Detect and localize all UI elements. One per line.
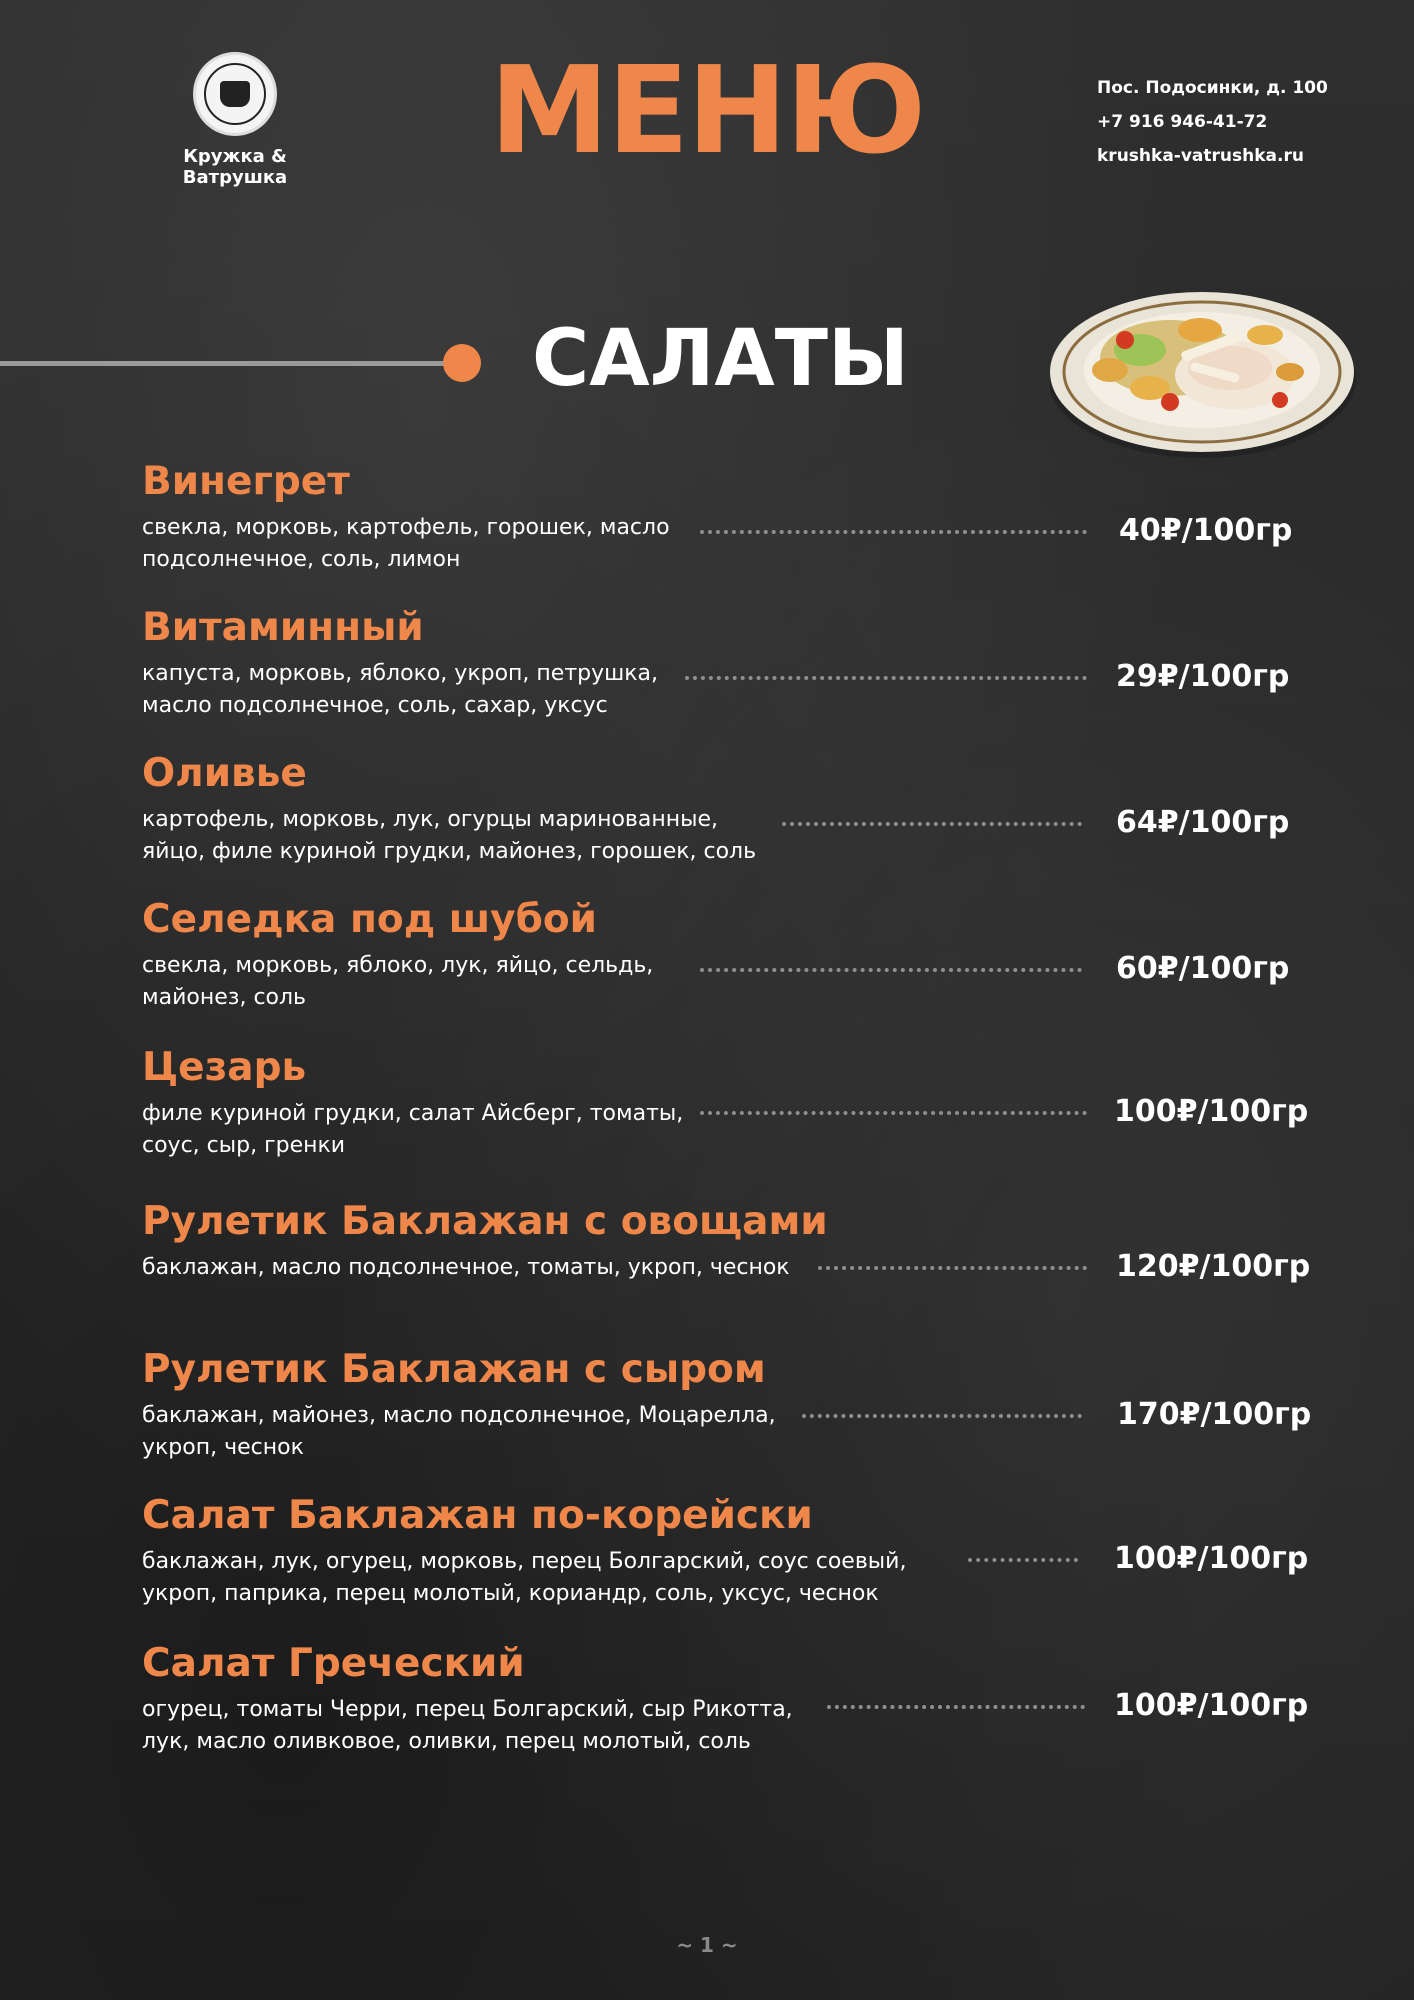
menu-item-name: Селедка под шубой: [142, 897, 597, 942]
menu-item-name: Винегрет: [142, 459, 350, 504]
section-divider-dot: [443, 344, 481, 382]
menu-item-description-line: филе куриной грудки, салат Айсберг, томаты,: [142, 1101, 684, 1126]
menu-item-price: 100₽/100гр: [1114, 1688, 1309, 1723]
menu-item-leader-dots: [700, 530, 1087, 534]
menu-item-price: 64₽/100гр: [1116, 805, 1290, 840]
menu-item-price: 40₽/100гр: [1119, 513, 1293, 548]
menu-item-leader-dots: [968, 1558, 1078, 1562]
menu-item-description-line: свекла, морковь, картофель, горошек, масло: [142, 515, 670, 540]
menu-item-description: [142, 658, 658, 722]
salad-plate-picture: [1050, 280, 1370, 460]
menu-item-description-line: укроп, паприка, перец молотый, кориандр, соль, уксус, чеснок: [142, 1581, 879, 1606]
page-number: ~ 1 ~: [676, 1933, 738, 1957]
menu-item-price: 100₽/100гр: [1114, 1094, 1309, 1129]
menu-item-description-line: соус, сыр, гренки: [142, 1133, 346, 1158]
menu-item: [142, 1641, 1322, 1764]
menu-item-description-line: масло подсолнечное, соль, сахар, уксус: [142, 693, 608, 718]
menu-item-description-line: укроп, чеснок: [142, 1435, 304, 1460]
menu-item-description: [142, 512, 670, 576]
menu-item-name: Цезарь: [142, 1045, 307, 1090]
menu-item-price: 170₽/100гр: [1117, 1397, 1312, 1432]
menu-item-description-line: картофель, морковь, лук, огурцы маринованные,: [142, 807, 719, 832]
menu-item: [142, 605, 1322, 728]
page-title: МЕНЮ: [489, 42, 925, 181]
section-divider-line: [0, 361, 450, 366]
menu-item-description: [142, 1098, 683, 1162]
menu-item-price: 29₽/100гр: [1116, 659, 1290, 694]
menu-item-description-line: капуста, морковь, яблоко, укроп, петрушка,: [142, 661, 659, 686]
menu-item: [142, 1045, 1322, 1168]
menu-item-description-line: баклажан, майонез, масло подсолнечное, Моцарелла,: [142, 1403, 776, 1428]
salad-plate-image: [1050, 280, 1370, 464]
menu-item-name: Рулетик Баклажан с сыром: [142, 1347, 766, 1392]
menu-item-description-line: баклажан, лук, огурец, морковь, перец Болгарский, соус соевый,: [142, 1549, 907, 1574]
menu-item-description: [142, 1694, 793, 1758]
menu-item-description: [142, 804, 756, 868]
menu-item: [142, 1493, 1322, 1616]
menu-item: [142, 1347, 1322, 1470]
menu-item-name: Оливье: [142, 751, 307, 796]
logo-name: Кружка & Ватрушка: [182, 146, 288, 188]
menu-item-description-line: майонез, соль: [142, 985, 307, 1010]
menu-item-name: Рулетик Баклажан с овощами: [142, 1199, 828, 1244]
menu-item: [142, 1199, 1322, 1322]
menu-item: [142, 751, 1322, 874]
menu-item-description-line: подсолнечное, соль, лимон: [142, 547, 461, 572]
address: Пос. Подосинки, д. 100: [1097, 78, 1328, 98]
menu-item-description-line: огурец, томаты Черри, перец Болгарский, сыр Рикотта,: [142, 1697, 793, 1722]
menu-item-description: [142, 1546, 906, 1610]
menu-item-leader-dots: [700, 968, 1082, 972]
menu-item-leader-dots: [818, 1266, 1087, 1270]
menu-item-price: 100₽/100гр: [1114, 1541, 1309, 1576]
menu-item-leader-dots: [782, 822, 1082, 826]
menu-item-leader-dots: [700, 1111, 1087, 1115]
phone: +7 916 946-41-72: [1097, 112, 1268, 132]
menu-item-name: Витаминный: [142, 605, 424, 650]
section-title: САЛАТЫ: [532, 314, 909, 404]
menu-item-price: 60₽/100гр: [1116, 951, 1290, 986]
menu-item-leader-dots: [827, 1705, 1085, 1709]
menu-item-description-line: лук, масло оливковое, оливки, перец молотый, соль: [142, 1729, 751, 1754]
menu-item: [142, 897, 1322, 1020]
contacts: [1097, 80, 1328, 182]
menu-item-price: 120₽/100гр: [1116, 1249, 1311, 1284]
menu-item-description: [142, 1252, 790, 1284]
menu-item-leader-dots: [802, 1414, 1082, 1418]
menu-item-leader-dots: [685, 676, 1087, 680]
menu-item-description-line: баклажан, масло подсолнечное, томаты, укроп, чеснок: [142, 1255, 790, 1280]
website-link[interactable]: krushka-vatrushka.ru: [1097, 146, 1304, 166]
menu-item-description: [142, 1400, 776, 1464]
menu-item-name: Салат Баклажан по-корейски: [142, 1493, 813, 1538]
menu-item: [142, 459, 1322, 582]
menu-item-description-line: яйцо, филе куриной грудки, майонез, горошек, соль: [142, 839, 757, 864]
menu-item-description-line: свекла, морковь, яблоко, лук, яйцо, сельдь,: [142, 953, 654, 978]
menu-item-description: [142, 950, 653, 1014]
menu-item-name: Салат Греческий: [142, 1641, 525, 1686]
